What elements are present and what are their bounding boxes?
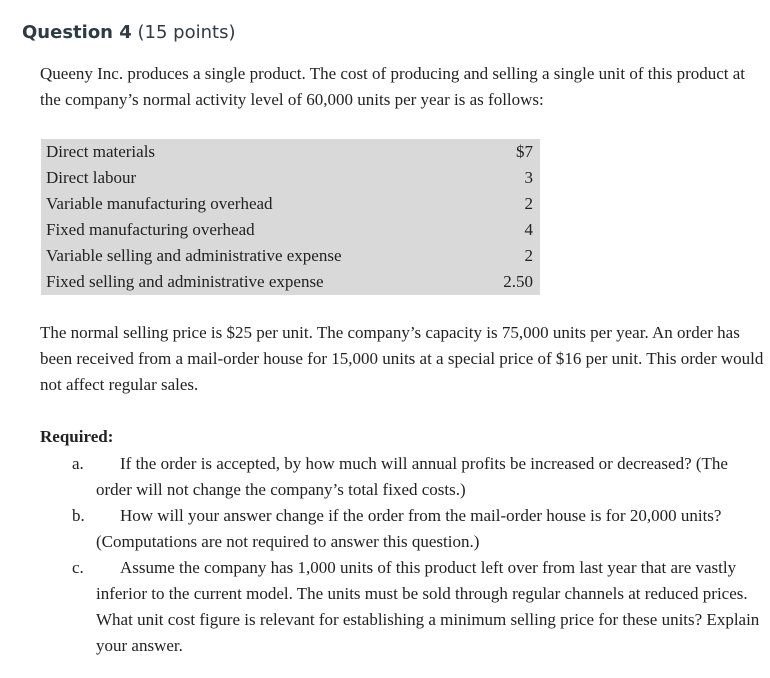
question-title: Question 4: [22, 22, 132, 43]
cost-item-amount: 2.50: [503, 272, 533, 291]
order-paragraph: The normal selling price is $25 per unit. The company’s capacity is 75,000 units per year. An order has been received from a mail-order house for 15,000 units at a special price of $16 per unit. This order would not affect regular sales.: [40, 323, 764, 394]
question-points: (15 points): [137, 22, 236, 43]
table-row: [41, 191, 540, 217]
cost-item-label: Fixed selling and administrative expense: [46, 272, 324, 291]
cost-item-amount: 2: [524, 194, 533, 213]
item-text: Assume the company has 1,000 units of this product left over from last year that are vastly inferior to the current model. The units must be sold through regular channels at reduced prices. What unit cost figure is relevant for establishing a minimum selling price for these units? Explain your answer.: [96, 558, 760, 655]
cost-item-amount: 4: [524, 220, 533, 239]
cost-item-label: Variable selling and administrative expense: [46, 246, 342, 265]
table-row: [41, 243, 540, 269]
item-letter: b.: [72, 506, 85, 525]
cost-item-label: Variable manufacturing overhead: [46, 194, 273, 213]
question-header: [22, 22, 236, 43]
cost-item-amount: 2: [524, 246, 533, 265]
intro-paragraph: Queeny Inc. produces a single product. The cost of producing and selling a single unit of this product at the company’s normal activity level of 60,000 units per year is as follows:: [40, 64, 746, 109]
cost-item-label: Direct labour: [46, 168, 137, 187]
table-row: [41, 139, 540, 165]
cost-item-amount: 3: [524, 168, 533, 187]
required-item-b: [72, 503, 760, 555]
cost-item-amount: $7: [516, 142, 533, 161]
cost-item-label: Fixed manufacturing overhead: [46, 220, 255, 239]
required-item-c: [72, 555, 760, 659]
item-text: How will your answer change if the order from the mail-order house is for 20,000 units? (Computations are not required to answer this question.): [96, 506, 722, 551]
cost-item-label: Direct materials: [46, 142, 156, 161]
table-row: [41, 217, 540, 243]
table-row: [41, 165, 540, 191]
required-item-a: [72, 451, 760, 503]
item-text: If the order is accepted, by how much will annual profits be increased or decreased? (The order will not change the company’s total fixed costs.): [96, 454, 728, 499]
item-letter: c.: [72, 558, 84, 577]
item-letter: a.: [72, 454, 84, 473]
cost-table: [41, 139, 540, 295]
table-row: [41, 269, 540, 295]
required-label: Required:: [40, 427, 114, 446]
